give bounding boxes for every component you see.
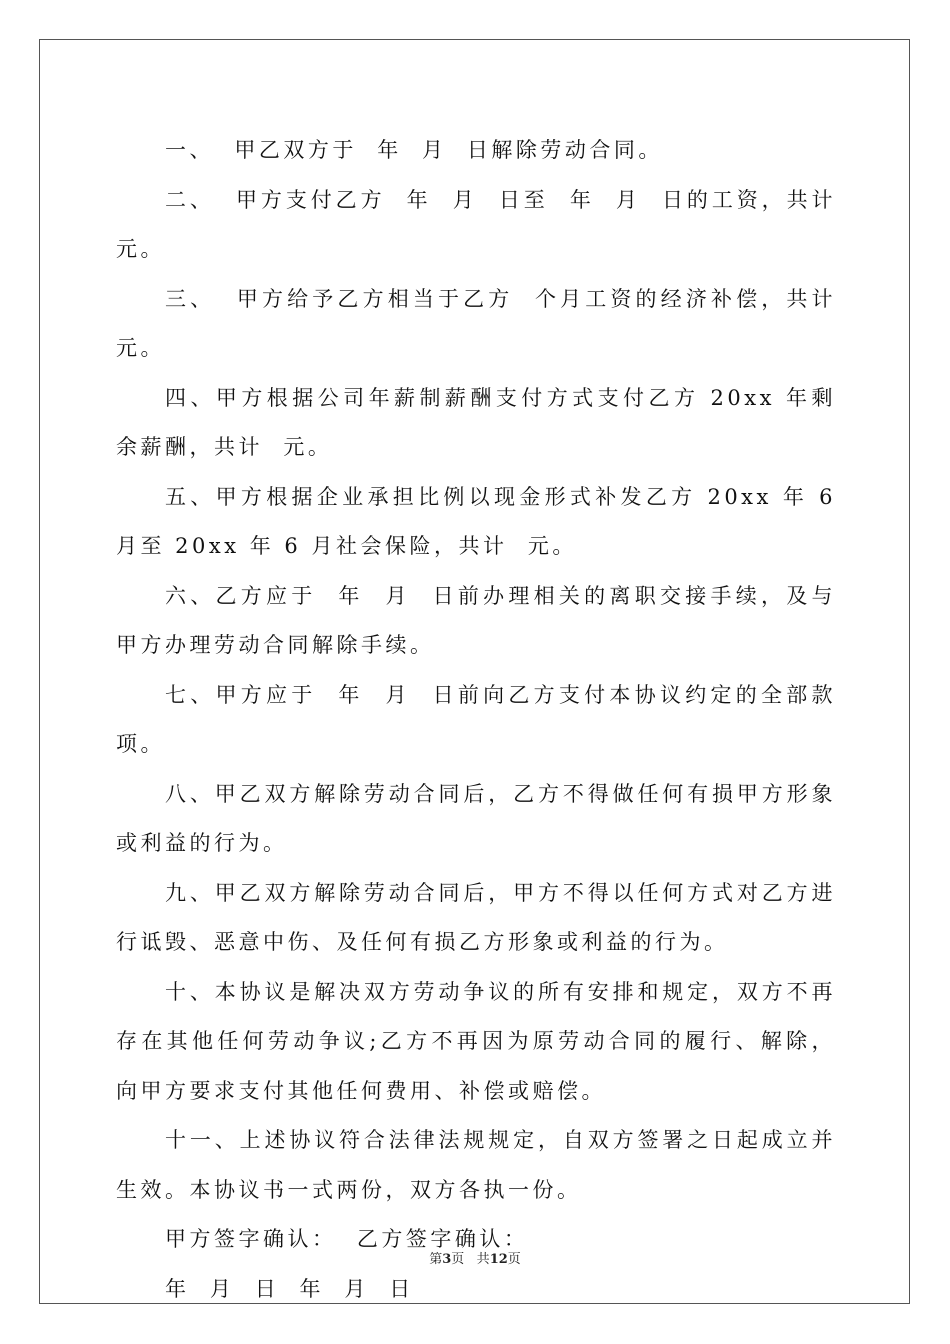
total-suffix: 页 bbox=[507, 1252, 521, 1267]
clause-8: 八、甲乙双方解除劳动合同后，乙方不得做任何有损甲方形象或利益的行为。 bbox=[116, 781, 836, 855]
signature-confirm-line: 甲方签字确认： 乙方签字确认： bbox=[165, 1227, 529, 1251]
total-prefix: 共 bbox=[476, 1252, 490, 1267]
page-footer bbox=[0, 1248, 950, 1267]
clause-1: 一、 甲乙双方于 年 月 日解除劳动合同。 bbox=[165, 138, 663, 162]
clause-5: 五、甲方根据企业承担比例以现金形式补发乙方 20xx 年 6 月至 20xx 年 6 月社会保险，共计 元。 bbox=[116, 484, 847, 558]
total-pages: 12 bbox=[489, 1252, 508, 1267]
clause-11: 十一、上述协议符合法律法规规定，自双方签署之日起成立并生效。本协议书一式两份，双方各执一份。 bbox=[116, 1128, 836, 1202]
clause-6: 六、乙方应于 年 月 日前办理相关的离职交接手续，及与甲方办理劳动合同解除手续。 bbox=[116, 583, 836, 657]
document-body bbox=[116, 126, 857, 1314]
clause-4: 四、甲方根据公司年薪制薪酬支付方式支付乙方 20xx 年剩余薪酬，共计 元。 bbox=[116, 385, 836, 459]
signature-date-line: 年 月 日 年 月 日 bbox=[165, 1276, 414, 1301]
clause-9: 九、甲乙双方解除劳动合同后，甲方不得以任何方式对乙方进行诋毁、恶意中伤、及任何有损乙方形象或利益的行为。 bbox=[116, 880, 836, 954]
page-suffix: 页 bbox=[451, 1252, 465, 1267]
clause-10: 十、本协议是解决双方劳动争议的所有安排和规定，双方不再存在其他任何劳动争议;乙方不再因为原劳动合同的履行、解除，向甲方要求支付其他任何费用、补偿或赔偿。 bbox=[116, 979, 836, 1103]
clause-2: 二、 甲方支付乙方 年 月 日至 年 月 日的工资，共计 元。 bbox=[116, 187, 857, 261]
clause-7: 七、甲方应于 年 月 日前向乙方支付本协议约定的全部款项。 bbox=[116, 682, 836, 756]
clause-3: 三、 甲方给予乙方相当于乙方 个月工资的经济补偿，共计 元。 bbox=[116, 286, 857, 360]
page-prefix: 第 bbox=[429, 1252, 443, 1267]
page-number: 3 bbox=[442, 1252, 452, 1267]
